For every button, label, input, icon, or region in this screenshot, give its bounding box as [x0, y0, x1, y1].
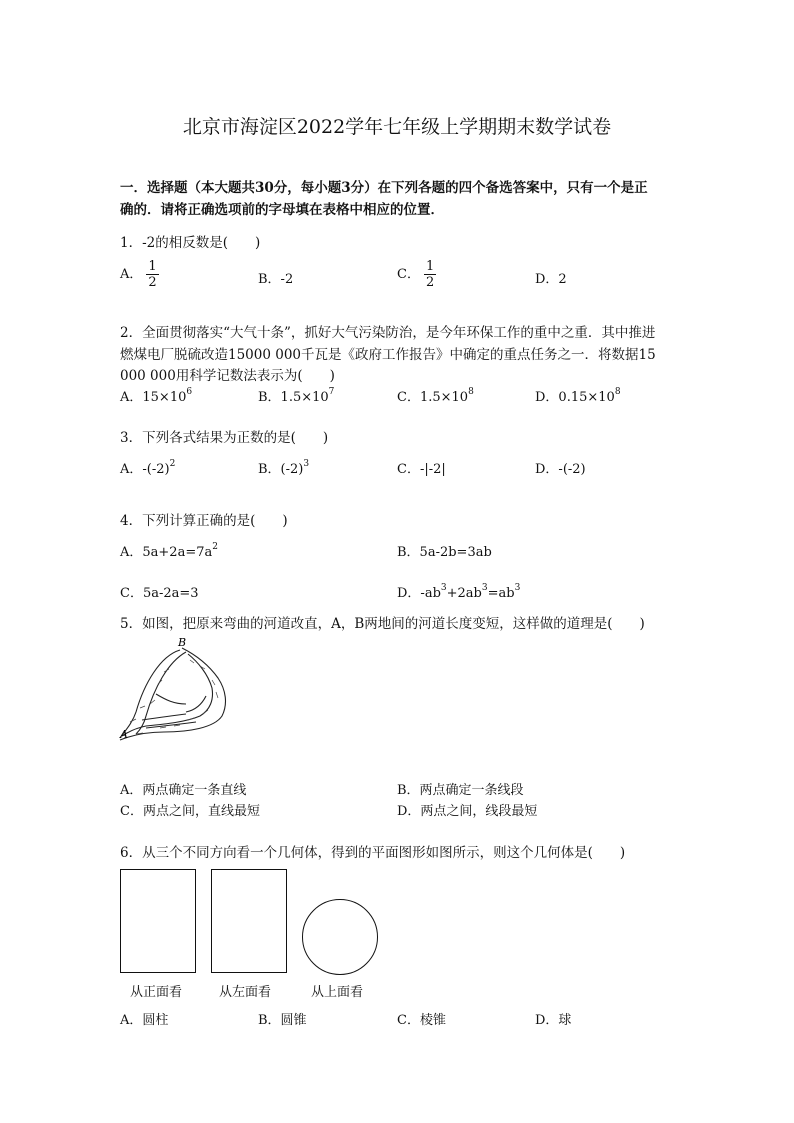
question-5-stem: 5．如图，把原来弯曲的河道改直，A，B两地间的河道长度变短，这样做的道理是( )	[120, 616, 645, 632]
question-3-option-d: D．-(-2)	[535, 462, 586, 477]
question-2-line1: 2．全面贯彻落实“大气十条”，抓好大气污染防治，是今年环保工作的重中之重．其中推进	[120, 325, 656, 341]
front-view-caption: 从正面看	[130, 985, 183, 1000]
left-view-caption: 从左面看	[219, 985, 272, 1000]
section-heading-line1: 一．选择题（本大题共30分，每小题3分）在下列各题的四个备选答案中，只有一个是正	[120, 180, 648, 196]
question-2-line3: 000 000用科学记数法表示为( )	[120, 368, 335, 384]
question-6-stem: 6．从三个不同方向看一个几何体，得到的平面图形如图所示，则这个几何体是( )	[120, 845, 626, 861]
question-3-stem: 3．下列各式结果为正数的是( )	[120, 430, 329, 446]
question-4-option-c: C．5a-2a=3	[120, 586, 199, 601]
section-heading-line2: 确的．请将正确选项前的字母填在表格中相应的位置．	[120, 202, 444, 218]
question-6-option-d: D．球	[535, 1013, 572, 1028]
question-2-option-b: B．$1.5\times 10^7$	[258, 387, 335, 405]
question-2-line2: 燃煤电厂脱硫改造15000 000千瓦是《政府工作报告》中确定的重点任务之一．将数据15	[120, 347, 656, 363]
question-1-option-c: C． $\frac{1}{2}$	[397, 259, 435, 290]
question-3-option-c: C．-|-2|	[397, 462, 446, 477]
question-4-option-b: B．5a-2b=3ab	[397, 545, 492, 560]
question-5-option-b: B．两点确定一条线段	[397, 783, 524, 798]
question-2-option-c: C．$1.5\times 10^8$	[397, 387, 474, 405]
question-2-option-d: D．$0.15\times 10^8$	[535, 387, 621, 405]
question-5-option-c: C．两点之间，直线最短	[120, 804, 260, 819]
top-view-circle	[302, 899, 378, 975]
river-label-a: A	[120, 728, 128, 741]
question-6-option-b: B．圆锥	[258, 1013, 307, 1028]
top-view-caption: 从上面看	[311, 985, 364, 1000]
left-view-rectangle	[211, 869, 287, 973]
question-6-option-c: C．棱锥	[397, 1013, 446, 1028]
river-label-b: B	[178, 636, 187, 649]
question-1-stem: 1．-2的相反数是( )	[120, 235, 261, 251]
question-5-option-a: A．两点确定一条直线	[120, 783, 247, 798]
river-diagram	[116, 634, 256, 746]
question-4-stem: 4．下列计算正确的是( )	[120, 513, 288, 529]
question-1-option-d: D．2	[535, 272, 567, 287]
question-4-option-d: D．$-ab^3+2ab^3=ab^3$	[397, 583, 521, 601]
question-4-option-a: A．$5a+2a=7a^2$	[120, 542, 218, 560]
question-3-option-b: B．$(-2)^3$	[258, 459, 310, 477]
question-2-option-a: A．$15\times 10^6$	[120, 387, 193, 405]
question-3-option-a: A．$-(-2)^2$	[120, 459, 176, 477]
front-view-rectangle	[120, 869, 196, 973]
exam-title: 北京市海淀区2022学年七年级上学期期末数学试卷	[182, 116, 612, 138]
question-1-option-b: B．-2	[258, 272, 294, 287]
question-6-option-a: A．圆柱	[120, 1013, 169, 1028]
question-5-option-d: D．两点之间，线段最短	[397, 804, 538, 819]
question-1-option-a: A． $\frac{1}{2}$	[120, 259, 157, 290]
